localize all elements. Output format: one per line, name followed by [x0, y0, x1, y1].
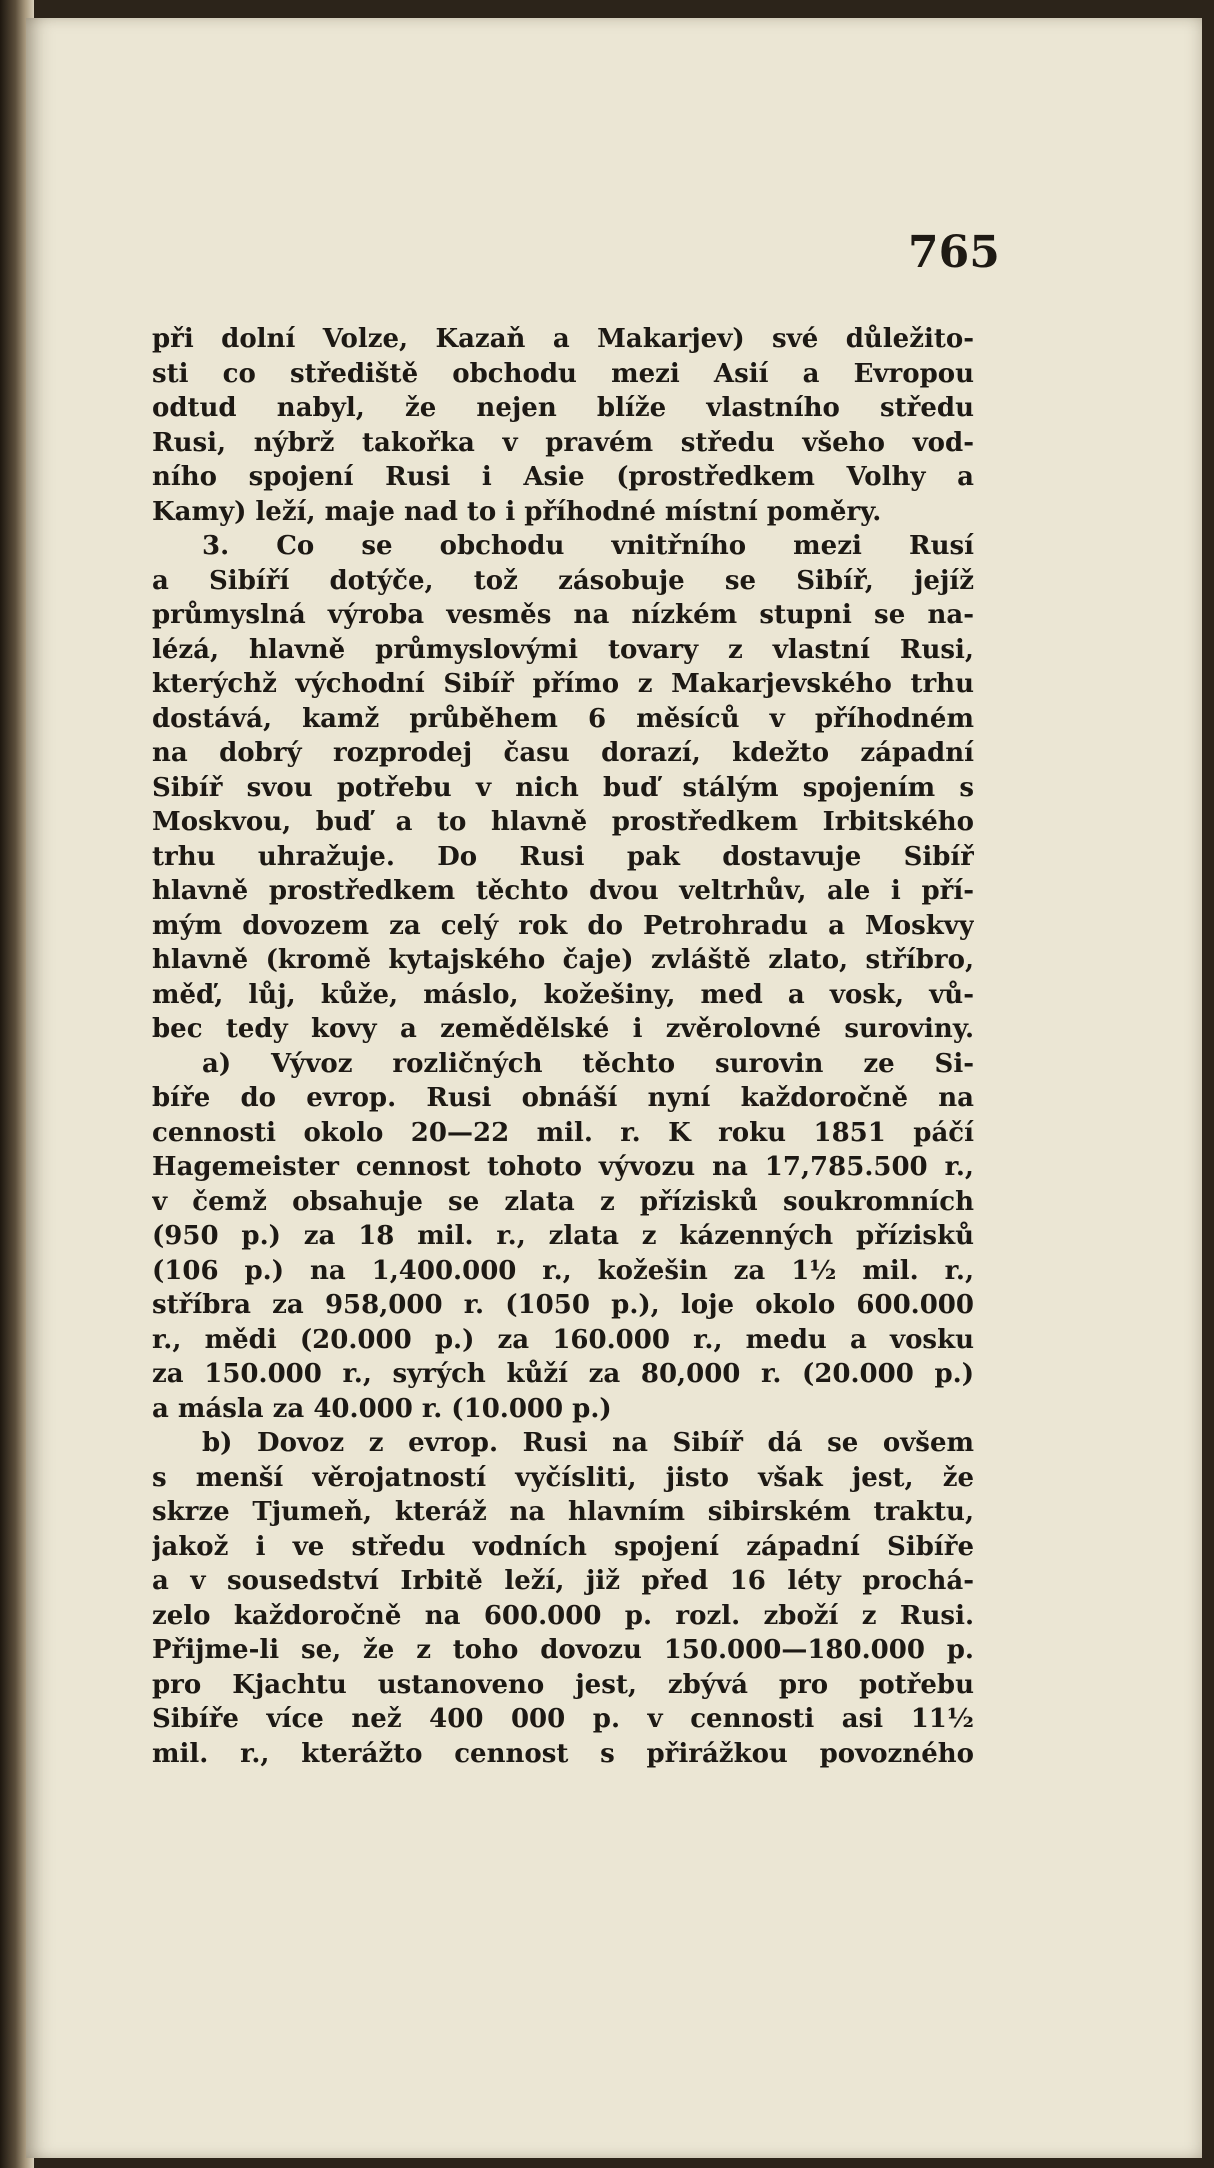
body-text: [152, 322, 974, 1771]
text-line: Přijme-li se, že z toho dovozu 150.000—180.000 p.: [152, 1635, 974, 1665]
text-line: zelo každoročně na 600.000 p. rozl. zboží z Rusi.: [152, 1600, 974, 1631]
text-line: cennosti okolo 20—22 mil. r. K roku 1851 páčí: [152, 1117, 974, 1148]
text-line: r., mědi (20.000 p.) za 160.000 r., medu a vosku: [152, 1324, 974, 1355]
text-line: pro Kjachtu ustanoveno jest, zbývá pro potřebu: [152, 1669, 974, 1700]
text-line: a) Vývoz rozličných těchto surovin ze Si-: [202, 1048, 974, 1079]
text-line: a v sousedství Irbitě leží, již před 16 léty prochá-: [152, 1566, 974, 1596]
text-line: jakož i ve středu vodních spojení západní Sibíře: [152, 1531, 974, 1562]
text-line: Rusi, nýbrž takořka v pravém středu všeho vod-: [152, 427, 974, 458]
text-line: při dolní Volze, Kazaň a Makarjev) své důležito-: [152, 324, 974, 354]
text-line: b) Dovoz z evrop. Rusi na Sibíř dá se ovšem: [202, 1428, 974, 1458]
text-line: bec tedy kovy a zemědělské i zvěrolovné suroviny.: [152, 1014, 974, 1044]
text-line: (106 p.) na 1,400.000 r., kožešin za 1½ mil. r.,: [152, 1255, 974, 1286]
text-line: hlavně prostředkem těchto dvou veltrhův, ale i pří-: [152, 876, 974, 906]
text-line: mil. r., kterážto cennost s přirážkou povozného: [152, 1738, 974, 1769]
text-line: a Sibíří dotýče, tož zásobuje se Sibíř, jejíž: [152, 565, 974, 596]
text-line: v čemž obsahuje se zlata z přízisků soukromních: [152, 1186, 974, 1217]
text-line: dostává, kamž průběhem 6 měsíců v příhodném: [152, 703, 974, 734]
text-line: hlavně (kromě kytajského čaje) zvláště zlato, stříbro,: [152, 945, 974, 975]
text-line: Hagemeister cennost tohoto vývozu na 17,785.500 r.,: [152, 1152, 974, 1182]
text-line: stříbra za 958,000 r. (1050 p.), loje okolo 600.000: [152, 1290, 974, 1320]
text-line: s menší věrojatností vyčísliti, jisto však jest, že: [152, 1462, 974, 1493]
text-line: odtud nabyl, že nejen blíže vlastního středu: [152, 393, 974, 423]
text-line: kterýchž východní Sibíř přímo z Makarjevského trhu: [152, 669, 974, 699]
text-line: Sibíř svou potřebu v nich buď stálým spojením s: [152, 772, 974, 803]
text-line: Kamy) leží, maje nad to i příhodné místní poměry.: [152, 496, 882, 527]
text-line: Moskvou, buď a to hlavně prostředkem Irbitského: [152, 807, 974, 837]
text-line: měď, lůj, kůže, máslo, kožešiny, med a vosk, vů-: [152, 979, 974, 1010]
text-line: trhu uhražuje. Do Rusi pak dostavuje Sibíř: [152, 841, 974, 872]
text-line: Sibíře více než 400 000 p. v cennosti asi 11½: [152, 1704, 974, 1734]
text-line: 3. Co se obchodu vnitřního mezi Rusí: [202, 531, 974, 561]
text-line: ního spojení Rusi i Asie (prostředkem Volhy a: [152, 462, 974, 492]
text-line: mým dovozem za celý rok do Petrohradu a Moskvy: [152, 910, 974, 941]
text-line: za 150.000 r., syrých kůží za 80,000 r. (20.000 p.): [152, 1359, 974, 1389]
text-line: lézá, hlavně průmyslovými tovary z vlastní Rusi,: [152, 634, 974, 665]
text-line: bíře do evrop. Rusi obnáší nyní každoročně na: [152, 1083, 974, 1113]
text-line: skrze Tjumeň, kteráž na hlavním sibirském traktu,: [152, 1497, 974, 1527]
text-line: průmyslná výroba vesměs na nízkém stupni se na-: [152, 600, 974, 630]
text-line: a másla za 40.000 r. (10.000 p.): [152, 1393, 612, 1424]
text-line: na dobrý rozprodej času dorazí, kdežto západní: [152, 738, 974, 768]
page-number: 765: [908, 227, 1000, 278]
text-line: sti co střediště obchodu mezi Asií a Evropou: [152, 358, 974, 389]
text-line: (950 p.) za 18 mil. r., zlata z kázenných přízisků: [152, 1221, 974, 1251]
